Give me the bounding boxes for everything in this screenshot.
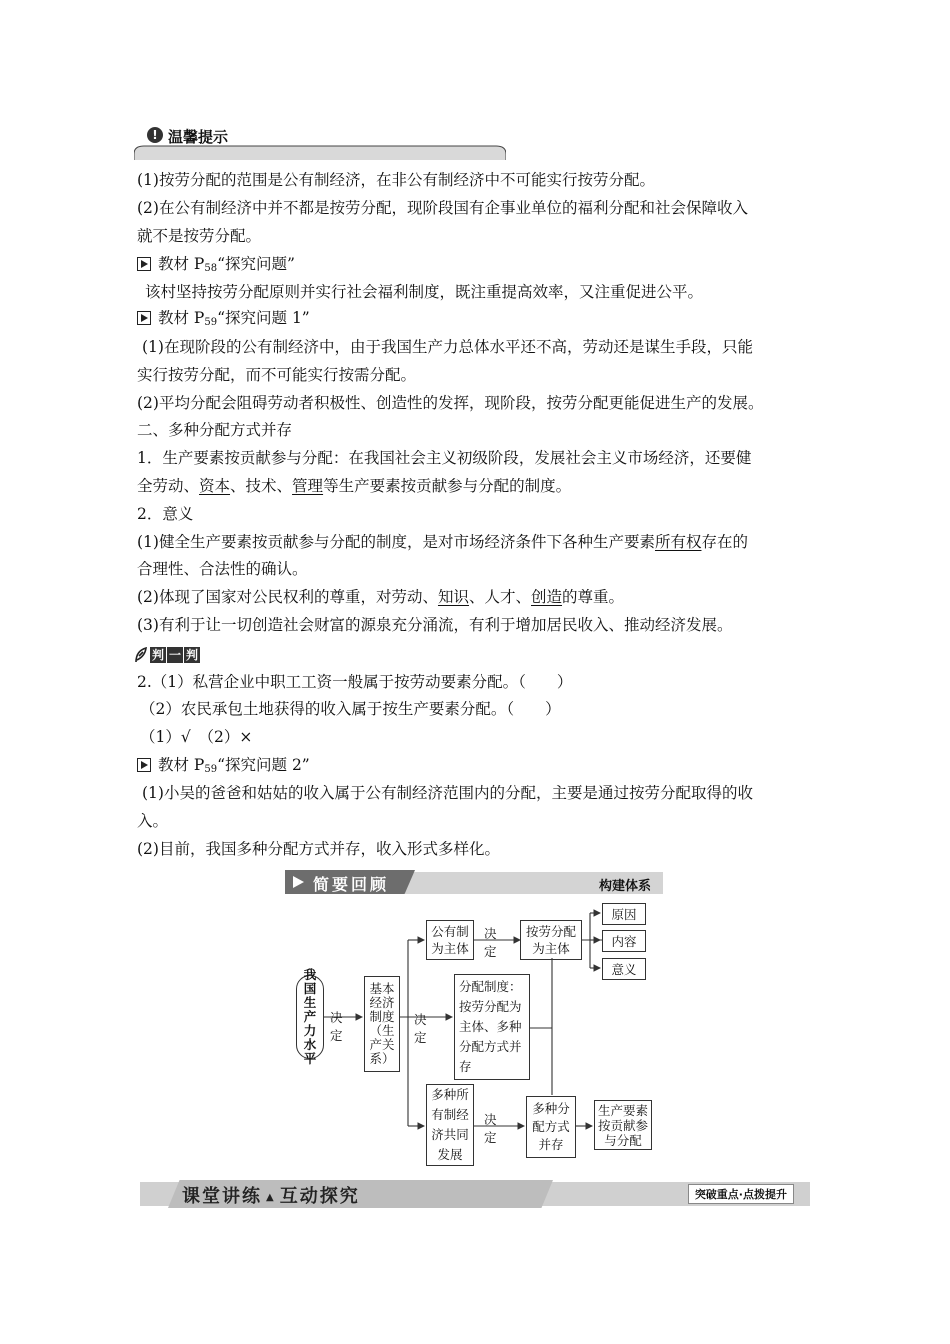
node-multi-ownership: 多种所有制经济共同发展: [426, 1084, 474, 1166]
judge-item-1: 2.（1）私营企业中职工工资一般属于按劳动要素分配。（ ）: [137, 673, 573, 691]
footer-title: 课堂讲练 ▲ 互动探究: [182, 1186, 360, 1207]
section-footer-banner: [140, 1180, 810, 1208]
tip-title: 温馨提示: [168, 128, 229, 146]
textbook-ref-2: 教材 $P_{59}“$探究问题 1”: [158, 309, 310, 328]
node-labor-distribution: 按劳分配为主体: [520, 920, 582, 960]
answer-line-5: (1)小吴的爸爸和姑姑的收入属于公有制经济范围内的分配，主要是通过按劳分配取得的收: [142, 784, 753, 802]
meaning-2: (2)体现了国家对公民权利的尊重，对劳动、知识、人才、创造的尊重。: [137, 588, 625, 606]
judge-answers: （1）√ （2）×: [140, 728, 253, 746]
judge-item-2: （2）农民承包土地获得的收入属于按生产要素分配。（ ）: [140, 700, 561, 718]
answer-line-7: (2)目前，我国多种分配方式并存，收入形式多样化。: [137, 840, 500, 858]
tip-line-3: 就不是按劳分配。: [137, 227, 262, 245]
node-basic-system: 基本经济制度（生产关系）: [364, 976, 400, 1072]
tip-line-2: (2)在公有制经济中并不都是按劳分配，现阶段国有企事业单位的福利分配和社会保障收入: [137, 199, 748, 217]
node-distribution-system: 分配制度：按劳分配为主体、多种分配方式并存: [454, 974, 530, 1080]
node-meaning: 意义: [602, 958, 646, 980]
answer-line-1: 该村坚持按劳分配原则并实行社会福利制度，既注重提高效率，又注重促进公平。: [145, 283, 704, 301]
play-icon: [137, 758, 151, 772]
point-1-line-2: 全劳动、资本、技术、管理等生产要素按贡献参与分配的制度。: [137, 477, 572, 495]
judge-header: 判 一 判: [134, 646, 201, 664]
play-icon: [137, 311, 151, 325]
meaning-1-line-2: 合理性、合法性的确认。: [137, 560, 308, 578]
node-multi-distribution: 多种分配方式并存: [526, 1096, 576, 1158]
textbook-ref-1: 教材 $P_{58}“$探究问题”: [158, 255, 295, 274]
banner-subtitle: 构建体系: [598, 879, 651, 894]
node-content: 内容: [602, 930, 646, 952]
node-factor-distribution: 生产要素按贡献参与分配: [594, 1100, 652, 1150]
play-icon: [137, 257, 151, 271]
answer-line-3: 实行按劳分配，而不可能实行按需分配。: [137, 366, 417, 384]
label-decide: 决定: [484, 1112, 497, 1145]
answer-line-2: (1)在现阶段的公有制经济中，由于我国生产力总体水平还不高，劳动还是谋生手段，只能: [142, 338, 753, 356]
textbook-ref-3: 教材 $P_{59}“$探究问题 2”: [158, 756, 310, 775]
meaning-3: (3)有利于让一切创造社会财富的源泉充分涌流，有利于增加居民收入、推动经济发展。: [137, 616, 733, 634]
answer-line-4: (2)平均分配会阻碍劳动者积极性、创造性的发挥，现阶段，按劳分配更能促进生产的发展。: [137, 394, 764, 412]
label-decide: 决定: [414, 1012, 427, 1045]
point-1-line-1: 1．生产要素按贡献参与分配：在我国社会主义初级阶段，发展社会主义市场经济，还要健: [137, 449, 752, 467]
exclamation-icon: !: [147, 127, 163, 143]
meaning-1-line-1: (1)健全生产要素按贡献参与分配的制度，是对市场经济条件下各种生产要素所有权存在的: [137, 533, 748, 551]
label-decide: 决定: [330, 1010, 343, 1043]
review-banner: [285, 870, 663, 894]
tip-line-1: (1)按劳分配的范围是公有制经济，在非公有制经济中不可能实行按劳分配。: [137, 171, 655, 189]
banner-title: 简要回顾: [313, 875, 390, 894]
node-productivity: 我国生产力水平: [296, 975, 324, 1059]
answer-line-6: 入。: [137, 812, 169, 830]
footer-subtitle: 突破重点·点拨提升: [688, 1184, 794, 1204]
label-decide: 决定: [484, 926, 497, 959]
point-2-heading: 2．意义: [137, 505, 194, 523]
section-heading: 二、多种分配方式并存: [137, 421, 293, 439]
play-icon: [293, 876, 304, 888]
node-public-ownership: 公有制为主体: [426, 920, 474, 960]
node-reason: 原因: [602, 903, 646, 925]
leaf-icon: [134, 647, 148, 663]
